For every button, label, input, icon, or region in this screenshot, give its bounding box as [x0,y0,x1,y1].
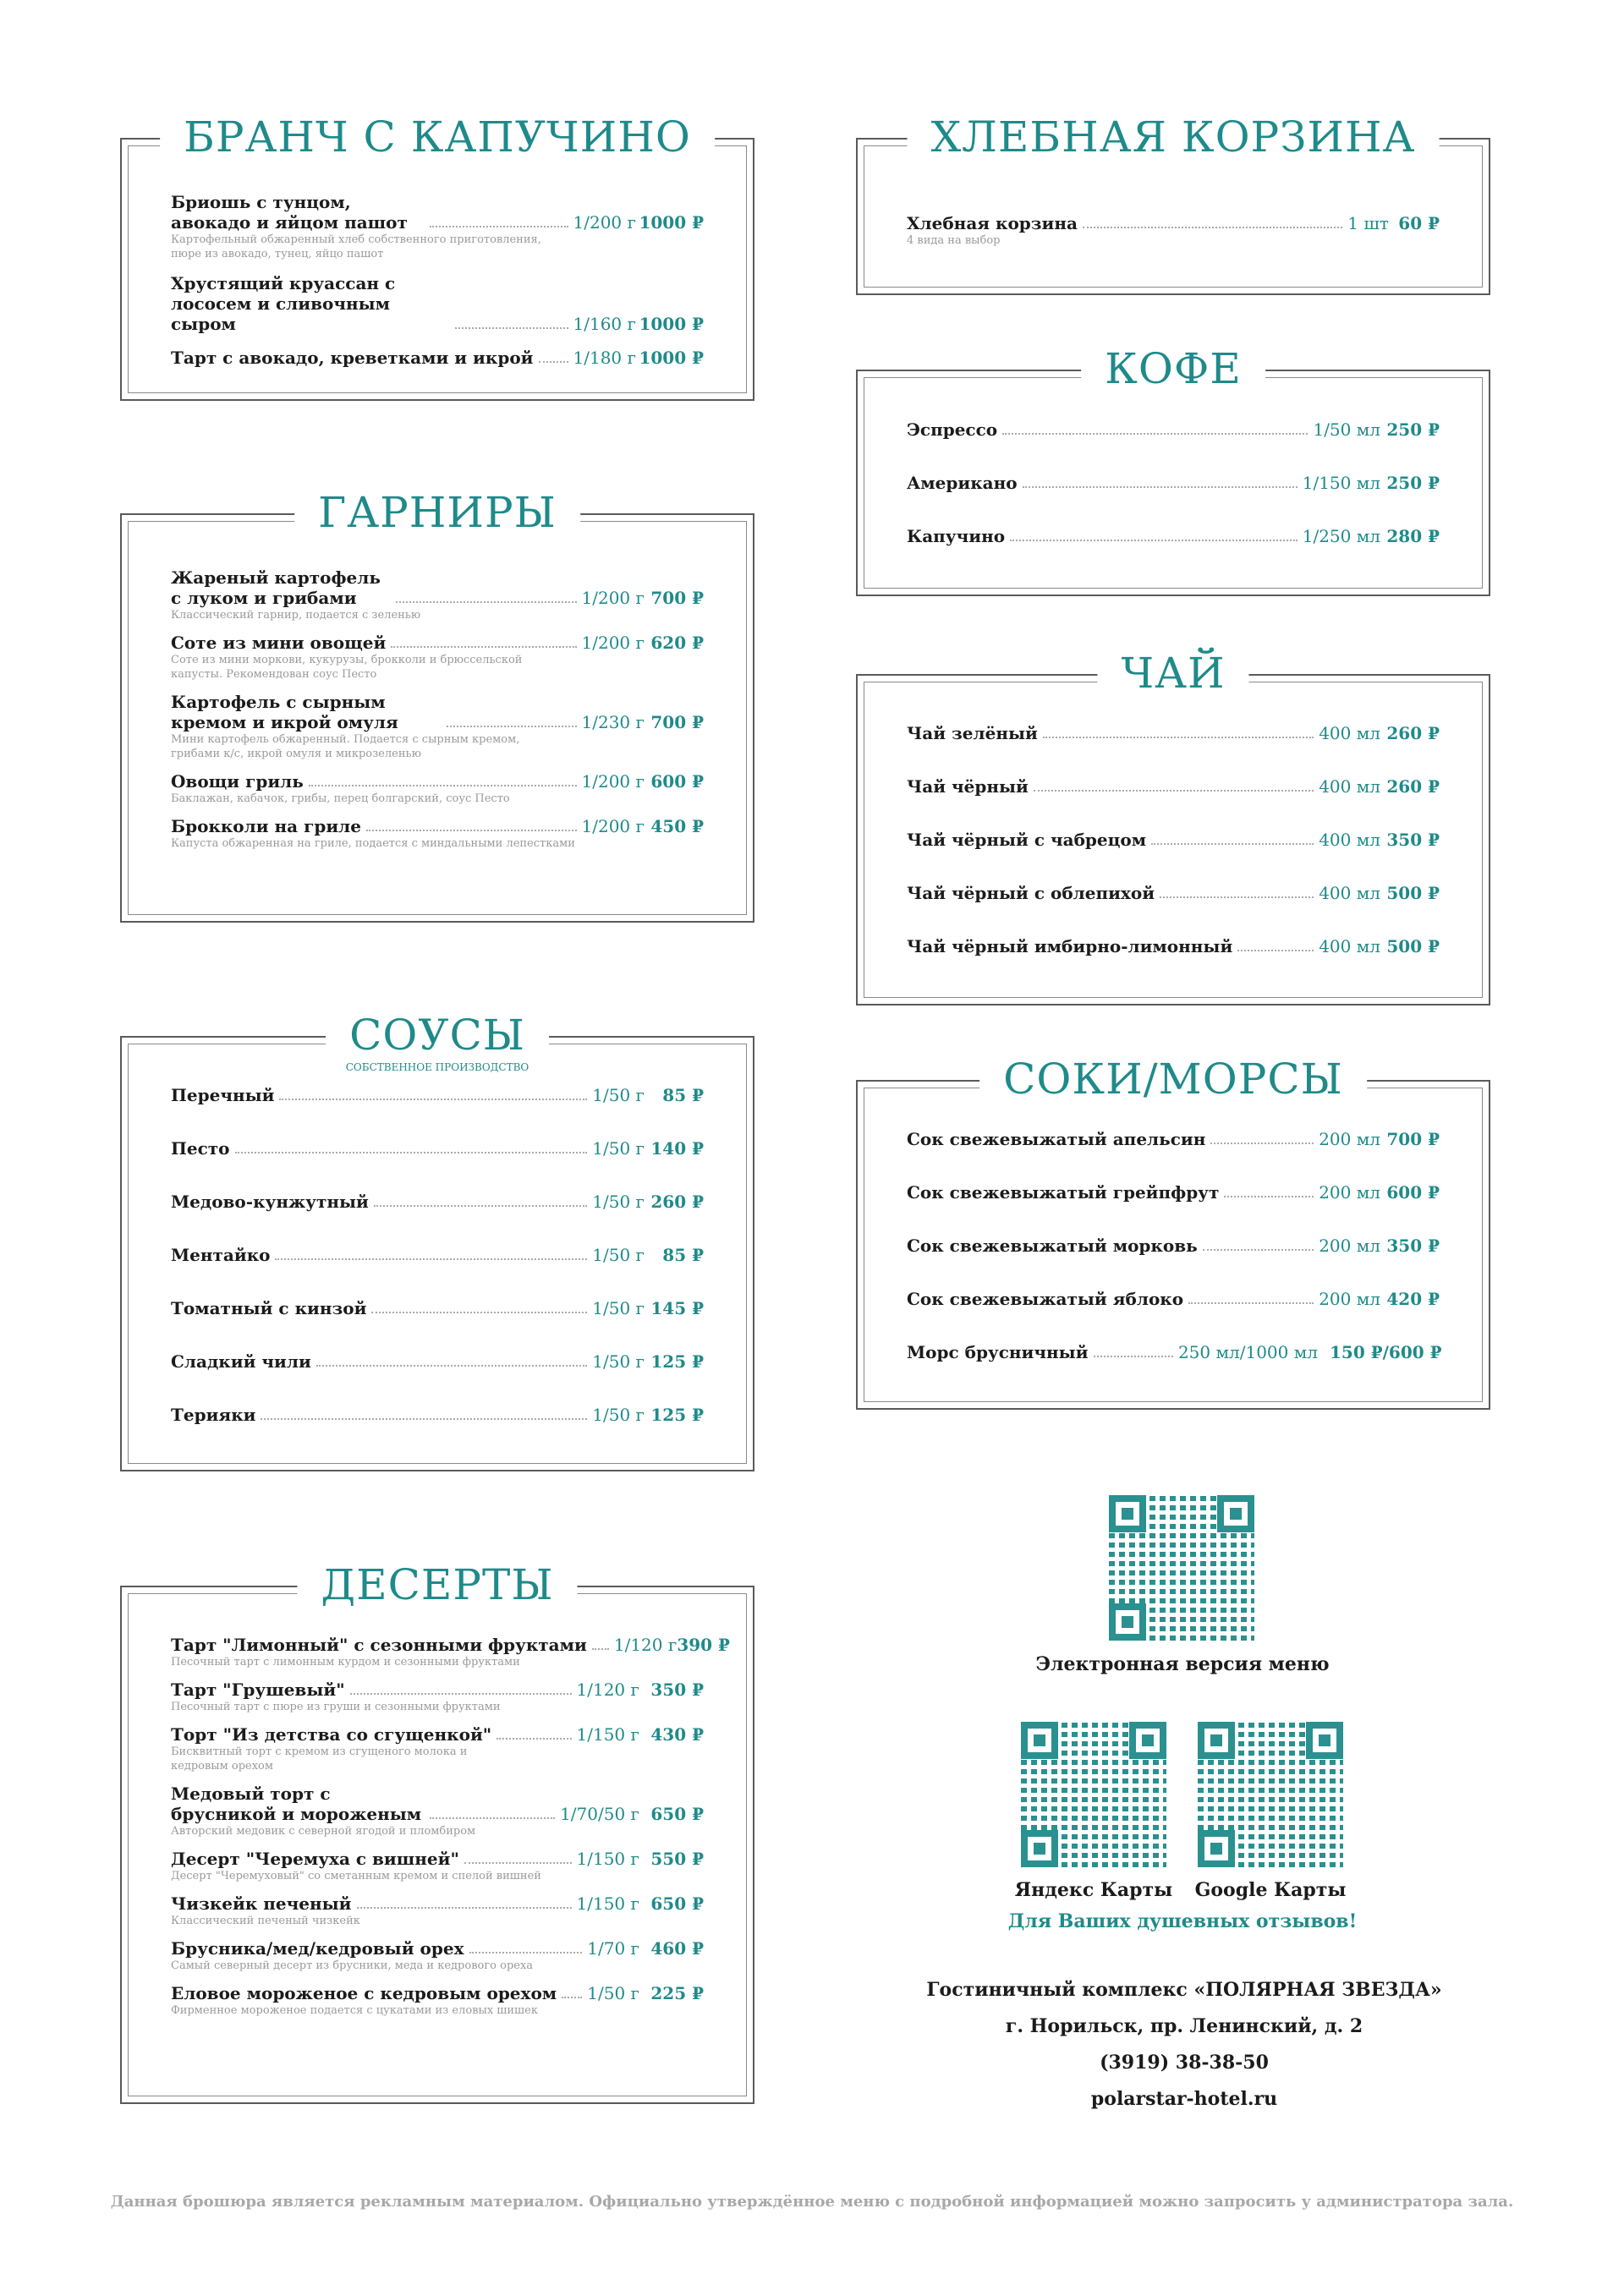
footer-disclaimer: Данная брошюра является рекламным материалом. Официально утверждённое меню с подробной информацией можно запросить у администратора зала. [110,2193,1514,2211]
menu-item [907,1289,1440,1309]
dot-leader [1010,540,1298,541]
item-name: Чай чёрный имбирно-лимонный [907,936,1233,956]
item-portion: 200 мл [1319,1182,1380,1203]
dot-leader [469,1952,583,1954]
dot-leader [562,1997,582,1998]
dot-leader [1023,486,1298,488]
desserts-section [120,1560,754,2104]
item-name: Сок свежевыжатый морковь [907,1236,1198,1256]
qr-finder-icon [1198,1722,1235,1759]
item-name: Медово-кунжутный [171,1192,369,1212]
menu-item [171,1724,704,1773]
item-name: Овощи гриль [171,771,304,792]
item-portion: 1/180 г [573,348,636,368]
item-price: 1000 ₽ [639,348,704,368]
sauces-title: СОУСЫ [326,1009,549,1061]
bread-section [856,112,1490,295]
item-name: Чай зелёный [907,723,1038,743]
dot-leader [430,226,568,227]
tea-title: ЧАЙ [1097,647,1248,699]
menu-item [171,633,704,682]
item-name: Сок свежевыжатый апельсин [907,1129,1206,1149]
item-price: 550 ₽ [650,1849,704,1869]
dot-leader [309,785,577,786]
item-name: Бриошь с тунцом, авокадо и яйцом пашот [171,192,408,233]
dot-leader [396,601,577,603]
item-portion: 1/50 г [592,1192,645,1212]
item-description: Капуста обжаренная на гриле, подается с миндальными лепестками [171,837,575,850]
item-name: Чизкейк печеный [171,1893,352,1914]
garnish-items [171,567,704,851]
item-name: Сок свежевыжатый яблоко [907,1289,1184,1309]
dot-leader [1002,433,1308,435]
item-price: 620 ₽ [650,633,704,653]
dot-leader [391,646,576,648]
dot-leader [261,1418,587,1420]
menu-item [171,1138,704,1159]
item-portion: 1/160 г [573,314,636,334]
dot-leader [455,327,568,329]
item-portion: 1/200 г [581,633,645,653]
item-price: 250 ₽ [1386,473,1440,493]
dot-leader [316,1365,587,1367]
google-maps-qr-code-icon[interactable] [1198,1722,1343,1867]
menu-item [171,1635,730,1669]
menu-item [907,1342,1440,1362]
dot-leader [430,1817,555,1819]
dot-leader [366,830,577,831]
phone: (3919) 38-38-50 [1100,2052,1269,2074]
qr-finder-icon [1021,1830,1058,1867]
item-description: Бисквитный торт с кремом из сгущеного молока и кедровым орехом [171,1745,468,1773]
item-portion: 1/150 г [576,1724,639,1745]
item-price: 260 ₽ [1386,776,1440,797]
item-name: Брокколи на гриле [171,816,361,836]
item-name: Сладкий чили [171,1351,311,1372]
menu-item [907,1236,1440,1256]
item-name: Тарт "Грушевый" [171,1680,345,1700]
qr-finder-icon [1109,1603,1146,1641]
item-price: 650 ₽ [650,1893,704,1914]
item-description: 4 вида на выбор [907,234,1001,247]
item-name: Морс брусничный [907,1342,1089,1362]
tea-section [856,649,1490,1006]
dot-leader [275,1258,587,1260]
item-price: 260 ₽ [1386,723,1440,743]
item-price: 420 ₽ [1386,1289,1440,1309]
item-description: Классический гарнир, подается с зеленью [171,609,421,622]
item-portion: 1/50 г [592,1245,645,1265]
address: г. Норильск, пр. Ленинский, д. 2 [1005,2015,1363,2037]
item-name: Торт "Из детства со сгущенкой" [171,1724,492,1745]
menu-item [171,1849,704,1883]
menu-item [171,273,704,334]
menu-item [171,1680,704,1714]
item-portion: 1/50 г [592,1085,645,1105]
dot-leader [1083,227,1342,228]
item-name: Жареный картофель с луком и грибами [171,567,381,608]
dot-leader [350,1693,572,1695]
item-description: Авторский медовик с северной ягодой и пломбиром [171,1825,476,1838]
item-name: Хрустящий круассан с лососем и сливочным сыром [171,273,396,334]
item-price: 145 ₽ [650,1298,704,1318]
item-portion: 1/50 мл [1313,419,1380,440]
garnish-title: ГАРНИРЫ [294,486,580,539]
desserts-items [171,1635,730,2018]
item-portion: 1/200 г [581,816,645,836]
sauces-subtitle: СОБСТВЕННОЕ ПРОИЗВОДСТВО [339,1061,536,1073]
item-price: 85 ₽ [662,1245,704,1265]
dot-leader [1151,843,1314,845]
item-price: 600 ₽ [1386,1182,1440,1203]
item-price: 500 ₽ [1386,936,1440,956]
item-name: Ментайко [171,1245,271,1265]
brunch-items [171,192,704,368]
item-portion: 400 мл [1319,936,1380,956]
item-name: Перечный [171,1085,275,1105]
item-name: Десерт "Черемуха с вишней" [171,1849,459,1869]
item-name: Терияки [171,1405,256,1425]
tea-items [907,723,1440,956]
menu-item [171,567,704,622]
reviews-text: Для Ваших душевных отзывов! [1007,1910,1358,1932]
menu-item [907,419,1440,440]
menu-item [907,830,1440,850]
item-price: 350 ₽ [1386,830,1440,850]
dot-leader [1224,1196,1314,1197]
dot-leader [447,726,577,727]
menu-item [171,1784,704,1838]
item-description: Баклажан, кабачок, грибы, перец болгарский, соус Песто [171,792,510,805]
item-name: Картофель с сырным кремом и икрой омуля [171,692,398,732]
item-description: Песочный тарт с лимонным курдом и сезонными фруктами [171,1656,520,1669]
item-name: Еловое мороженое с кедровым орехом [171,1983,557,2003]
item-portion: 1/200 г [581,771,645,792]
item-portion: 1/230 г [581,712,645,732]
menu-item [171,1245,704,1265]
item-portion: 1/250 мл [1302,526,1380,546]
menu-item [907,776,1440,797]
brunch-title: БРАНЧ С КАПУЧИНО [160,111,715,163]
item-portion: 200 мл [1319,1289,1380,1309]
dot-leader [1043,737,1314,738]
menu-item [171,1192,704,1212]
item-portion: 1/150 мл [1302,473,1380,493]
item-description: Десерт "Черемуховый" со сметанным кремом и спелой вишней [171,1870,541,1882]
item-price: 350 ₽ [1386,1236,1440,1256]
item-price: 260 ₽ [650,1192,704,1212]
item-price: 1000 ₽ [639,314,704,334]
dot-leader [371,1312,587,1313]
item-name: Медовый торт с брусникой и мороженым [171,1784,422,1824]
qr-finder-icon [1021,1722,1058,1759]
item-price: 125 ₽ [650,1405,704,1425]
item-name: Эспрессо [907,419,998,440]
item-name: Чай чёрный с чабрецом [907,830,1147,850]
item-portion: 1/50 г [592,1405,645,1425]
item-name: Брусника/мед/кедровый орех [171,1938,464,1959]
menu-item [907,1129,1440,1149]
menu-qr-code-icon[interactable] [1109,1495,1254,1641]
item-name: Томатный с кинзой [171,1298,367,1318]
item-portion: 1/50 г [592,1138,645,1159]
sauces-items [171,1085,704,1425]
item-name: Чай чёрный [907,776,1029,797]
item-portion: 400 мл [1319,776,1380,797]
juices-items [907,1129,1440,1362]
sauces-section [120,1011,754,1471]
item-portion: 1/70/50 г [560,1804,639,1824]
juices-section [856,1055,1490,1410]
juices-title: СОКИ/МОРСЫ [979,1053,1367,1105]
item-portion: 1/200 г [581,588,645,608]
dot-leader [357,1907,572,1909]
menu-item [171,692,704,761]
item-price: 600 ₽ [650,771,704,792]
menu-item [907,1182,1440,1203]
menu-item [171,771,704,806]
item-portion: 1/150 г [576,1893,639,1914]
menu-item [171,816,704,851]
qr-finder-icon [1109,1495,1146,1532]
menu-item [171,1351,704,1372]
item-portion: 1/150 г [576,1849,639,1869]
qr-finder-icon [1306,1722,1343,1759]
item-description: Картофельный обжаренный хлеб собственного приготовления, пюре из авокадо, тунец, яйцо пашот [171,233,541,260]
bread-items [907,213,1440,248]
dot-leader [464,1862,572,1864]
item-portion: 400 мл [1319,883,1380,903]
menu-item [907,723,1440,743]
qr-finder-icon [1217,1495,1254,1532]
item-portion: 1/120 г [613,1635,678,1655]
item-price: 280 ₽ [1386,526,1440,546]
garnish-section [120,488,754,923]
item-name: Тарт с авокадо, креветками и икрой [171,348,534,368]
qr-finder-icon [1129,1722,1166,1759]
item-description: Классический печеный чизкейк [171,1915,360,1927]
item-price: 650 ₽ [650,1804,704,1824]
menu-item [907,883,1440,903]
item-name: Сок свежевыжатый грейпфрут [907,1182,1220,1203]
menu-item [171,192,704,261]
dot-leader [1094,1356,1173,1357]
dot-leader [497,1738,571,1740]
item-price: 500 ₽ [1386,883,1440,903]
brunch-section [120,112,754,401]
item-price: 225 ₽ [650,1983,704,2003]
item-portion: 1/50 г [592,1351,645,1372]
dot-leader [374,1205,587,1207]
item-portion: 400 мл [1319,723,1380,743]
menu-item [907,473,1440,493]
item-description: Соте из мини моркови, кукурузы, брокколи и брюссельской капусты. Рекомендован соус Песто [171,654,523,681]
item-portion: 400 мл [1319,830,1380,850]
item-price: 700 ₽ [1386,1129,1440,1149]
item-price: 250 ₽ [1386,419,1440,440]
item-name: Хлебная корзина [907,213,1078,233]
item-price: 430 ₽ [650,1724,704,1745]
item-name: Чай чёрный с облепихой [907,883,1155,903]
menu-item [171,348,704,368]
menu-qr-label: Электронная версия меню [1035,1653,1330,1675]
coffee-title: КОФЕ [1081,342,1265,395]
item-name: Капучино [907,526,1006,546]
dot-leader [235,1152,588,1153]
item-name: Тарт "Лимонный" с сезонными фруктами [171,1635,587,1655]
website-link[interactable]: polarstar-hotel.ru [1090,2088,1278,2110]
item-price: 390 ₽ [677,1635,730,1655]
item-price: 1000 ₽ [639,212,704,233]
menu-item [171,1983,704,2018]
dot-leader [1203,1249,1314,1251]
dot-leader [279,1099,587,1100]
item-description: Мини картофель обжаренный. Подается с сырным кремом, грибами к/с, икрой омуля и микрозеленью [171,733,520,760]
menu-item [907,936,1440,956]
coffee-section [856,344,1490,596]
menu-item [907,526,1440,546]
menu-item [171,1298,704,1318]
desserts-title: ДЕСЕРТЫ [297,1559,577,1611]
dot-leader [592,1648,609,1650]
menu-item [171,1405,704,1425]
yandex-maps-label: Яндекс Карты [1014,1879,1173,1901]
item-price: 700 ₽ [650,588,704,608]
dot-leader [1034,790,1314,792]
item-price: 460 ₽ [650,1938,704,1959]
item-name: Американо [907,473,1018,493]
dot-leader [1210,1143,1314,1144]
dot-leader [1160,896,1314,898]
item-portion: 1/200 г [573,212,636,233]
item-portion: 200 мл [1319,1129,1380,1149]
item-portion: 1/70 г [587,1938,639,1959]
coffee-items [907,419,1440,546]
item-portion: 250 мл/1000 мл [1177,1342,1318,1362]
item-price: 700 ₽ [650,712,704,732]
item-portion: 1 шт [1347,213,1389,233]
item-description: Фирменное мороженое подается с цукатами из еловых шишек [171,2004,538,2017]
google-maps-label: Google Карты [1194,1879,1347,1901]
item-portion: 1/120 г [576,1680,639,1700]
item-name: Песто [171,1138,230,1159]
item-price: 450 ₽ [650,816,704,836]
dot-leader [539,361,568,363]
item-price: 350 ₽ [650,1680,704,1700]
bread-title: ХЛЕБНАЯ КОРЗИНА [908,111,1440,163]
menu-item [171,1893,704,1928]
dot-leader [1188,1302,1314,1304]
item-description: Песочный тарт с пюре из груши и сезонными фруктами [171,1701,501,1713]
item-price: 125 ₽ [650,1351,704,1372]
qr-finder-icon [1198,1830,1235,1867]
menu-item [171,1085,704,1105]
company-name: Гостиничный комплекс «ПОЛЯРНАЯ ЗВЕЗДА» [926,1979,1442,2001]
dot-leader [1237,950,1314,951]
item-price: 85 ₽ [662,1085,704,1105]
menu-item [907,213,1440,248]
item-name: Соте из мини овощей [171,633,387,653]
item-portion: 1/50 г [592,1298,645,1318]
item-portion: 1/50 г [587,1983,639,2003]
item-description: Самый северный десерт из брусники, меда и кедрового ореха [171,1959,534,1972]
item-price: 140 ₽ [650,1138,704,1159]
item-price: 60 ₽ [1398,213,1440,233]
item-portion: 200 мл [1319,1236,1380,1256]
yandex-maps-qr-code-icon[interactable] [1021,1722,1166,1867]
item-price: 150 ₽/600 ₽ [1330,1342,1442,1362]
menu-item [171,1938,704,1973]
